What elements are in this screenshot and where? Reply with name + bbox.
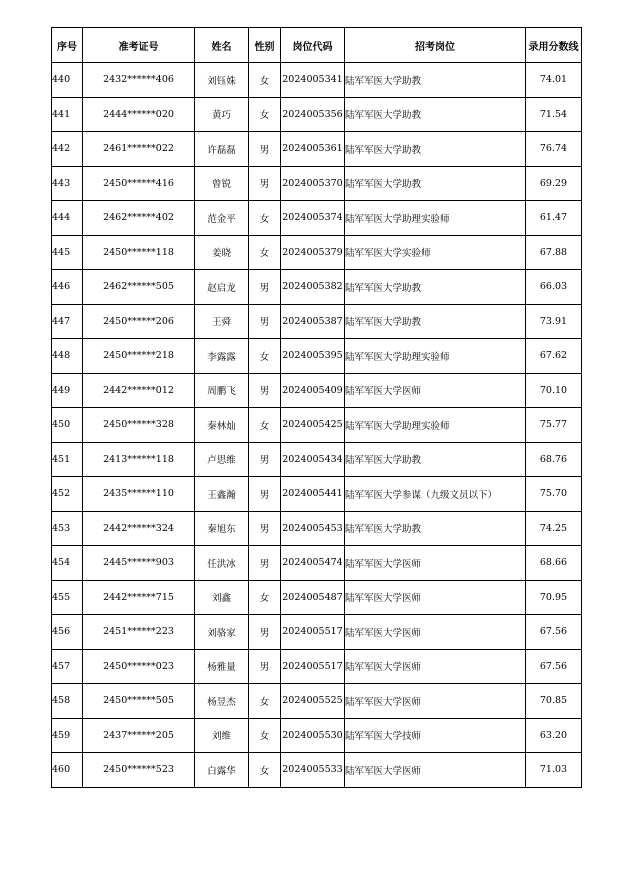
- cell-seq: 446: [52, 270, 83, 305]
- cell-post-code: 2024005517: [281, 649, 345, 684]
- cell-post: 陆军军医大学医师: [345, 753, 526, 788]
- cell-exam-no: 2450******206: [83, 304, 195, 339]
- cell-seq: 453: [52, 511, 83, 546]
- cell-seq: 449: [52, 373, 83, 408]
- cell-post: 陆军军医大学助教: [345, 442, 526, 477]
- cell-score: 66.03: [526, 270, 582, 305]
- cell-name: 杨昱杰: [195, 684, 249, 719]
- cell-post: 陆军军医大学助教: [345, 63, 526, 98]
- header-row: [52, 28, 582, 63]
- cell-seq: 441: [52, 97, 83, 132]
- cell-post-code: 2024005517: [281, 615, 345, 650]
- cell-post-code: 2024005395: [281, 339, 345, 374]
- cell-gender: 男: [249, 270, 281, 305]
- cell-post: 陆军军医大学助教: [345, 97, 526, 132]
- cell-exam-no: 2462******402: [83, 201, 195, 236]
- cell-gender: 男: [249, 615, 281, 650]
- cell-name: 黄巧: [195, 97, 249, 132]
- cell-post: 陆军军医大学医师: [345, 580, 526, 615]
- cell-score: 67.62: [526, 339, 582, 374]
- col-header-seq: 序号: [52, 28, 83, 63]
- cell-gender: 女: [249, 408, 281, 443]
- cell-exam-no: 2413******118: [83, 442, 195, 477]
- cell-name: 刘维: [195, 718, 249, 753]
- cell-post: 陆军军医大学医师: [345, 373, 526, 408]
- cell-post-code: 2024005382: [281, 270, 345, 305]
- table-row: [52, 270, 582, 305]
- cell-gender: 男: [249, 477, 281, 512]
- cell-exam-no: 2462******505: [83, 270, 195, 305]
- cell-exam-no: 2450******416: [83, 166, 195, 201]
- cell-exam-no: 2450******023: [83, 649, 195, 684]
- table-row: [52, 304, 582, 339]
- table-row: [52, 718, 582, 753]
- cell-seq: 444: [52, 201, 83, 236]
- cell-seq: 459: [52, 718, 83, 753]
- cell-exam-no: 2442******715: [83, 580, 195, 615]
- cell-post: 陆军军医大学医师: [345, 546, 526, 581]
- cell-name: 秦林灿: [195, 408, 249, 443]
- cell-seq: 450: [52, 408, 83, 443]
- cell-gender: 男: [249, 373, 281, 408]
- cell-name: 任洪冰: [195, 546, 249, 581]
- cell-name: 范金平: [195, 201, 249, 236]
- cell-post-code: 2024005425: [281, 408, 345, 443]
- cell-exam-no: 2437******205: [83, 718, 195, 753]
- cell-post: 陆军军医大学助理实验师: [345, 339, 526, 374]
- cell-name: 刘骆家: [195, 615, 249, 650]
- cell-score: 63.20: [526, 718, 582, 753]
- table-row: [52, 442, 582, 477]
- cell-exam-no: 2450******505: [83, 684, 195, 719]
- cell-gender: 女: [249, 718, 281, 753]
- cell-name: 赵启龙: [195, 270, 249, 305]
- cell-gender: 女: [249, 753, 281, 788]
- table-row: [52, 649, 582, 684]
- cell-post-code: 2024005379: [281, 235, 345, 270]
- table-row: [52, 580, 582, 615]
- score-table: [51, 27, 582, 788]
- cell-exam-no: 2461******022: [83, 132, 195, 167]
- cell-score: 73.91: [526, 304, 582, 339]
- cell-post: 陆军军医大学医师: [345, 649, 526, 684]
- table-row: [52, 235, 582, 270]
- table-row: [52, 97, 582, 132]
- cell-post-code: 2024005370: [281, 166, 345, 201]
- cell-exam-no: 2444******020: [83, 97, 195, 132]
- cell-gender: 男: [249, 442, 281, 477]
- cell-name: 卢思维: [195, 442, 249, 477]
- cell-name: 李露露: [195, 339, 249, 374]
- cell-gender: 女: [249, 339, 281, 374]
- cell-score: 75.70: [526, 477, 582, 512]
- table-row: [52, 615, 582, 650]
- cell-name: 刘钰姝: [195, 63, 249, 98]
- table-row: [52, 166, 582, 201]
- cell-post-code: 2024005474: [281, 546, 345, 581]
- cell-post: 陆军军医大学实验师: [345, 235, 526, 270]
- cell-post-code: 2024005525: [281, 684, 345, 719]
- cell-exam-no: 2432******406: [83, 63, 195, 98]
- cell-post-code: 2024005387: [281, 304, 345, 339]
- table-row: [52, 753, 582, 788]
- cell-post: 陆军军医大学助理实验师: [345, 408, 526, 443]
- cell-score: 68.66: [526, 546, 582, 581]
- cell-name: 白露华: [195, 753, 249, 788]
- table-row: [52, 684, 582, 719]
- cell-seq: 448: [52, 339, 83, 374]
- cell-score: 74.25: [526, 511, 582, 546]
- cell-name: 许磊磊: [195, 132, 249, 167]
- cell-name: 周鹏飞: [195, 373, 249, 408]
- cell-exam-no: 2450******328: [83, 408, 195, 443]
- cell-post: 陆军军医大学助教: [345, 511, 526, 546]
- cell-score: 70.85: [526, 684, 582, 719]
- col-header-post-code: 岗位代码: [281, 28, 345, 63]
- cell-post: 陆军军医大学参谋（九级文员以下）: [345, 477, 526, 512]
- cell-gender: 女: [249, 580, 281, 615]
- table-row: [52, 408, 582, 443]
- col-header-score: 录用分数线: [526, 28, 582, 63]
- cell-gender: 女: [249, 684, 281, 719]
- col-header-exam-no: 准考证号: [83, 28, 195, 63]
- cell-name: 秦旭东: [195, 511, 249, 546]
- cell-seq: 445: [52, 235, 83, 270]
- cell-exam-no: 2450******118: [83, 235, 195, 270]
- col-header-gender: 性别: [249, 28, 281, 63]
- cell-score: 67.56: [526, 615, 582, 650]
- cell-gender: 女: [249, 235, 281, 270]
- cell-exam-no: 2451******223: [83, 615, 195, 650]
- cell-post-code: 2024005533: [281, 753, 345, 788]
- cell-post: 陆军军医大学技师: [345, 718, 526, 753]
- cell-post: 陆军军医大学助教: [345, 304, 526, 339]
- cell-gender: 女: [249, 97, 281, 132]
- cell-seq: 458: [52, 684, 83, 719]
- cell-gender: 男: [249, 166, 281, 201]
- cell-score: 76.74: [526, 132, 582, 167]
- table-row: [52, 201, 582, 236]
- table-row: [52, 373, 582, 408]
- cell-post: 陆军军医大学助教: [345, 132, 526, 167]
- table-row: [52, 546, 582, 581]
- cell-post-code: 2024005374: [281, 201, 345, 236]
- cell-gender: 男: [249, 304, 281, 339]
- cell-seq: 451: [52, 442, 83, 477]
- cell-post: 陆军军医大学助教: [345, 166, 526, 201]
- cell-seq: 455: [52, 580, 83, 615]
- cell-seq: 454: [52, 546, 83, 581]
- cell-exam-no: 2442******324: [83, 511, 195, 546]
- cell-score: 71.54: [526, 97, 582, 132]
- cell-seq: 460: [52, 753, 83, 788]
- cell-seq: 456: [52, 615, 83, 650]
- cell-score: 68.76: [526, 442, 582, 477]
- cell-post-code: 2024005361: [281, 132, 345, 167]
- table-row: [52, 339, 582, 374]
- cell-name: 王鑫瀚: [195, 477, 249, 512]
- cell-gender: 男: [249, 511, 281, 546]
- cell-seq: 440: [52, 63, 83, 98]
- cell-name: 杨雅量: [195, 649, 249, 684]
- cell-post-code: 2024005409: [281, 373, 345, 408]
- cell-post: 陆军军医大学医师: [345, 684, 526, 719]
- cell-name: 王舜: [195, 304, 249, 339]
- cell-post: 陆军军医大学医师: [345, 615, 526, 650]
- cell-score: 70.95: [526, 580, 582, 615]
- cell-exam-no: 2450******218: [83, 339, 195, 374]
- table-row: [52, 63, 582, 98]
- cell-post-code: 2024005487: [281, 580, 345, 615]
- cell-name: 刘鑫: [195, 580, 249, 615]
- cell-post: 陆军军医大学助教: [345, 270, 526, 305]
- cell-exam-no: 2435******110: [83, 477, 195, 512]
- cell-score: 67.56: [526, 649, 582, 684]
- cell-exam-no: 2450******523: [83, 753, 195, 788]
- cell-seq: 452: [52, 477, 83, 512]
- cell-seq: 447: [52, 304, 83, 339]
- cell-name: 姜晓: [195, 235, 249, 270]
- cell-exam-no: 2442******012: [83, 373, 195, 408]
- cell-score: 67.88: [526, 235, 582, 270]
- col-header-name: 姓名: [195, 28, 249, 63]
- table-row: [52, 477, 582, 512]
- cell-gender: 男: [249, 546, 281, 581]
- cell-score: 74.01: [526, 63, 582, 98]
- cell-seq: 443: [52, 166, 83, 201]
- cell-post-code: 2024005453: [281, 511, 345, 546]
- cell-post: 陆军军医大学助理实验师: [345, 201, 526, 236]
- cell-post-code: 2024005441: [281, 477, 345, 512]
- table-row: [52, 132, 582, 167]
- cell-score: 69.29: [526, 166, 582, 201]
- cell-gender: 女: [249, 201, 281, 236]
- cell-name: 曾锐: [195, 166, 249, 201]
- cell-post-code: 2024005530: [281, 718, 345, 753]
- cell-gender: 男: [249, 132, 281, 167]
- cell-gender: 男: [249, 649, 281, 684]
- cell-score: 71.03: [526, 753, 582, 788]
- cell-exam-no: 2445******903: [83, 546, 195, 581]
- cell-score: 75.77: [526, 408, 582, 443]
- cell-post-code: 2024005434: [281, 442, 345, 477]
- cell-post-code: 2024005341: [281, 63, 345, 98]
- cell-score: 70.10: [526, 373, 582, 408]
- cell-gender: 女: [249, 63, 281, 98]
- cell-post-code: 2024005356: [281, 97, 345, 132]
- col-header-post: 招考岗位: [345, 28, 526, 63]
- cell-score: 61.47: [526, 201, 582, 236]
- cell-seq: 457: [52, 649, 83, 684]
- table-row: [52, 511, 582, 546]
- cell-seq: 442: [52, 132, 83, 167]
